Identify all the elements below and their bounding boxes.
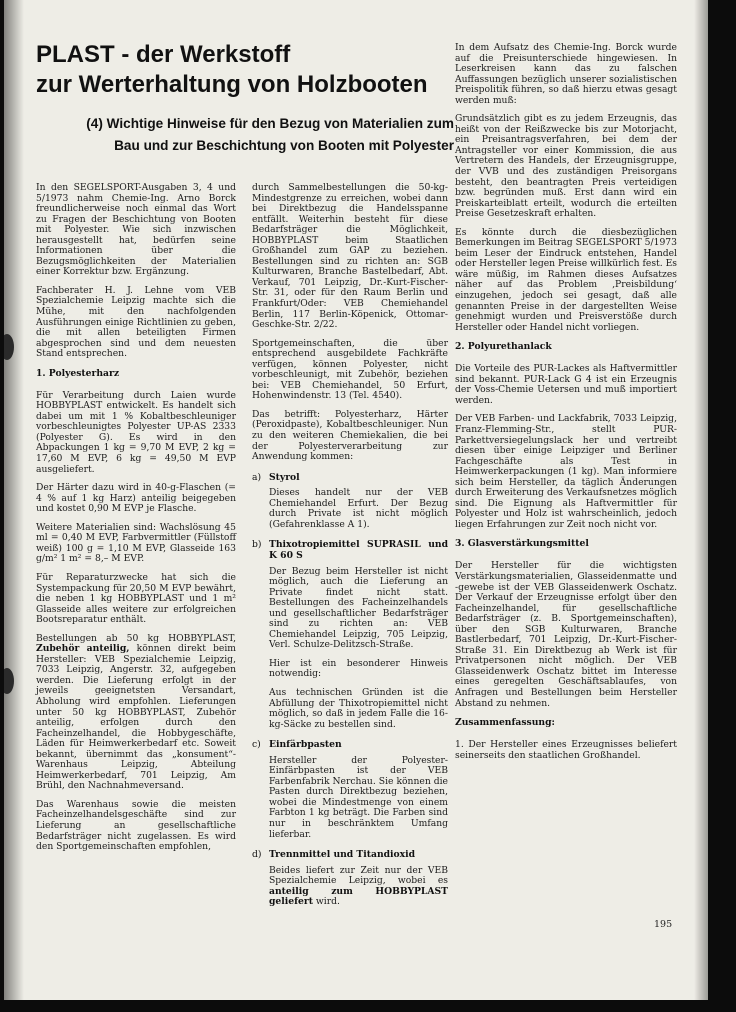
- list-item-paragraph: Der Bezug beim Hersteller ist nicht möglich, auch die Lieferung an Private findet nicht statt. Bestellungen des Facheinzelhandels und gesellschaftlicher Bedarfsträger sind zu richten an: VEB Chemiehandel Leipzig, 705 Leipzig, Verl. Schulze-Delitzsch-Straße.: [269, 565, 448, 651]
- list-item-letter: d): [252, 849, 262, 861]
- article-title: [36, 40, 456, 100]
- paragraph: Für Verarbeitung durch Laien wurde HOBBYPLAST entwickelt. Es handelt sich dabei um mit 1 % Kobaltbeschleuniger vorbeschleunigtes Polyester UP-AS 2333 (Polyester G). Es wird in den Abpackungen 1 kg = 9,70 M EVP, 2 kg = 17,60 M EVP, 6 kg = 49,50 M EVP ausgeliefert.: [36, 389, 236, 475]
- paragraph: Das Warenhaus sowie die meisten Facheinzelhandelsgeschäfte sind zur Lieferung an gesellschaftliche Bedarfsträger nicht zugelassen. Es wird den Sportgemeinschaften empfohlen,: [36, 798, 236, 853]
- section-heading-polyesterharz: 1. Polyesterharz: [36, 367, 120, 379]
- page-edge-shadow-left: [4, 0, 24, 1000]
- list-item-heading: [252, 740, 448, 751]
- paragraph: Der Härter dazu wird in 40-g-Flaschen (= 4 % auf 1 kg Harz) anteilig beigegeben und kostet 0,90 M EVP je Flasche.: [36, 482, 236, 515]
- fachberater-paragraph: Fachberater H. J. Lehne vom VEB Spezialchemie Leipzig machte sich die Mühe, mit den nachfolgenden Ausführungen einige Richtlinien zu geben, die mit allen beteiligten Firmen abgesprochen sind und dem neuesten Stand entsprechen.: [36, 284, 236, 360]
- section-heading-glasverstaerkungsmittel: 3. Glasverstärkungsmittel: [455, 538, 589, 550]
- list-item-paragraph: [269, 866, 448, 908]
- paragraph: Es könnte durch die diesbezüglichen Bemerkungen im Beitrag SEGELSPORT 5/1973 beim Leser der Eindruck entstehen, Handel oder Hersteller legen Preise willkürlich fest. Es wäre müßig, im Rahmen dieses Aufsatzes näher auf das Problem ‚Preisbildung‘ einzugehen, jedoch sei gesagt, daß alle genannten Preise in der dargestellten Weise genehmigt wurden und Preisverstöße durch Hersteller oder Handel nicht vorliegen.: [455, 226, 677, 333]
- section-heading-polyurethanlack: 2. Polyurethanlack: [455, 341, 552, 353]
- article-subtitle: [82, 113, 454, 157]
- paragraph: Grundsätzlich gibt es zu jedem Erzeugnis, das heißt von der Reißzwecke bis zur Motorjacht, ein Preisantragsverfahren, bei dem der Antragsteller vor einer Kommission, die aus Vertretern des Handels, der Erzeugnisgruppe, der VVB und des zuständigen Preisorgans besteht, den beantragten Preis verteidigen bzw. begründen muß. Erst dann wird ein Preiskarteiblatt erteilt, wodurch die erteilten Preise Gesetzeskraft erhalten.: [455, 113, 677, 220]
- list-item-title: Einfärbpasten: [269, 739, 342, 751]
- magazine-page: [4, 0, 708, 1000]
- paragraph: Weitere Materialien sind: Wachslösung 45 ml = 0,40 M EVP, Farbvermittler (Füllstoff weiß) 100 g = 1,10 M EVP, Glasseide 163 g/m² 1 m² = 8,– M EVP.: [36, 521, 236, 565]
- list-item-letter: a): [252, 471, 262, 483]
- section-heading-zusammenfassung: Zusammenfassung:: [455, 717, 555, 729]
- summary-item: 1. Der Hersteller eines Erzeugnisses beliefert seinerseits den staatlichen Großhandel.: [455, 739, 677, 761]
- list-item-title: Styrol: [269, 471, 300, 483]
- bold-text: Zubehör anteilig,: [36, 643, 130, 655]
- title-line-2: zur Werterhaltung von Holzbooten: [36, 71, 428, 98]
- text-span: Beides liefert zur Zeit nur der VEB Spezialchemie Leipzig, wobei es: [269, 864, 448, 887]
- subtitle-line-1: (4) Wichtige Hinweise für den Bezug von Materialien zum: [86, 116, 454, 131]
- text-span: Bestellungen ab 50 kg HOBBYPLAST,: [36, 632, 236, 644]
- paragraph: Der Hersteller für die wichtigsten Verstärkungsmaterialien, Glasseidenmatte und -gewebe ist der VEB Glasseidenwerk Oschatz. Der Verkauf der Erzeugnisse erfolgt über den Facheinzelhandel, für gesellschaftliche Bedarfsträger (z. B. Sportgemeinschaften), über den SGB Kulturwaren, Branche Bastlerbedarf, 701 Leipzig, Dr.-Kurt-Fischer-Straße 31. Ein Direktbezug ab Werk ist für Privatpersonen nicht möglich. Der VEB Glasseidenwerk Oschatz bittet im Interesse eines geregelten Geschäftsablaufes, von Anfragen und Bestellungen beim Hersteller Abstand zu nehmen.: [455, 560, 677, 709]
- list-item-paragraph: Dieses handelt nur der VEB Chemiehandel Erfurt. Der Bezug durch Private ist nicht möglich (Gefahrenklasse A 1).: [269, 487, 448, 530]
- intro-paragraph: In den SEGELSPORT-Ausgaben 3, 4 und 5/1973 nahm Chemie-Ing. Arno Borck freundlicherweise noch einmal das Wort zu Fragen der Beschichtung von Booten mit Polyester. Wie sich inzwischen herausgestellt hat, bedürfen seine Informationen über die Bezugsmöglichkeiten der Materialien einer Korrektur bzw. Ergänzung.: [36, 182, 236, 278]
- list-item-title: Thixotropiemittel SUPRASIL und K 60 S: [269, 539, 448, 561]
- list-item-paragraph: Hier ist ein besonderer Hinweis notwendig:: [269, 657, 448, 680]
- paragraph: Die Vorteile des PUR-Lackes als Haftvermittler sind bekannt. PUR-Lack G 4 ist ein Erzeugnis der Voss-Chemie Uetersen und muß importiert werden.: [455, 363, 677, 406]
- paragraph: Für Reparaturzwecke hat sich die Systempackung für 20,50 M EVP bewährt, die neben 1 kg HOBBYPLAST und 1 m² Glasseide alles weitere zur erfolgreichen Bootsreparatur enthält.: [36, 571, 236, 626]
- list-item-heading: [252, 850, 448, 861]
- page-edge-shadow-right: [694, 0, 708, 1000]
- list-item-letter: c): [252, 739, 261, 751]
- list-item-paragraph: Hersteller der Polyester-Einfärbpasten ist der VEB Farbenfabrik Nerchau. Sie können die Pasten durch Direktbezug beziehen, wobei die Mindestmenge von einem Farbton 1 kg beträgt. Die Farben sind nur in beschränktem Umfang lieferbar.: [269, 754, 448, 840]
- text-span: können direkt beim Hersteller: VEB Spezialchemie Leipzig, 7033 Leipzig, Angerstr. 32, aufgegeben werden. Die Lieferung erfolgt in der jeweils geeignetsten Versandart, Abholung wird empfohlen. Lieferungen unter 50 kg HOBBYPLAST, Zubehör anteilig, erfolgen durch den Facheinzelhandel, die Hobbygeschäfte, Läden für Heimwerkerbedarf etc. Soweit bekannt, übernimmt das „konsument“-Warenhaus Leipzig, Abteilung Heimwerkerbedarf, 701 Leipzig, Am Brühl, den Nachnahmeversand.: [36, 643, 236, 792]
- list-item-heading: [252, 473, 448, 484]
- paragraph: Der VEB Farben- und Lackfabrik, 7033 Leipzig, Franz-Flemming-Str., stellt PUR-Parkettversiegelungslack her und vertreibt diesen über einige Leipziger und Berliner Fachgeschäfte als Test in Heimwerkerpackungen (1 kg). Man informiere sich beim Hersteller, da täglich Änderungen durch Erweiterung des Verkaufsnetzes möglich sind. Die Eignung als Haftvermittler für Polyester und Holz ist wahrscheinlich, jedoch liegen Erfahrungen zur Zeit noch nicht vor.: [455, 413, 677, 530]
- text-column-2: [252, 183, 448, 916]
- list-item-letter: b): [252, 539, 262, 551]
- paragraph: [36, 634, 236, 792]
- list-item-heading: [252, 540, 448, 561]
- text-column-1: [36, 183, 236, 861]
- paragraph: In dem Aufsatz des Chemie-Ing. Borck wurde auf die Preisunterschiede hingewiesen. In Leserkreisen kann das zu falschen Auffassungen bezüglich unserer sozialistischen Preispolitik führen, so daß hierzu etwas gesagt werden muß:: [455, 42, 677, 106]
- bold-text: anteilig zum HOBBYPLAST geliefert: [269, 885, 448, 908]
- text-column-3: [455, 43, 677, 769]
- subtitle-line-2: Bau und zur Beschichtung von Booten mit Polyester: [114, 138, 454, 153]
- paragraph: durch Sammelbestellungen die 50-kg-Mindestgrenze zu erreichen, wobei dann bei Direktbezug die Handelsspanne entfällt. Weiterhin besteht für diese Bedarfsträger die Möglichkeit, HOBBYPLAST beim Staatlichen Großhandel zum GAP zu beziehen. Bestellungen sind zu richten an: SGB Kulturwaren, Branche Bastelbedarf, Abt. Verkauf, 701 Leipzig, Dr.-Kurt-Fischer-Str. 31, oder für den Raum Berlin und Frankfurt/Oder: VEB Chemiehandel Berlin, 117 Berlin-Köpenick, Ottomar-Geschke-Str. 2/22.: [252, 182, 448, 331]
- list-item-title: Trennmittel und Titandioxid: [269, 849, 416, 861]
- paragraph: Sportgemeinschaften, die über entsprechend ausgebildete Fachkräfte verfügen, können Polyester, nicht vorbeschleunigt, mit Zubehör, beziehen bei: VEB Chemiehandel, 50 Erfurt, Hohenwindenstr. 13 (Tel. 4540).: [252, 337, 448, 402]
- list-item-paragraph: Aus technischen Gründen ist die Abfüllung der Thixotropiemittel nicht möglich, so daß in jedem Falle die 16-kg-Säcke zu bestellen sind.: [269, 686, 448, 730]
- text-span: wird.: [315, 896, 340, 908]
- title-line-1: PLAST - der Werkstoff: [36, 41, 291, 68]
- paragraph: Das betrifft: Polyesterharz, Härter (Peroxidpaste), Kobaltbeschleuniger. Nun zu den weiteren Chemiekalien, die bei der Polyesterverarbeitung zur Anwendung kommen:: [252, 408, 448, 463]
- page-number: 195: [654, 919, 673, 930]
